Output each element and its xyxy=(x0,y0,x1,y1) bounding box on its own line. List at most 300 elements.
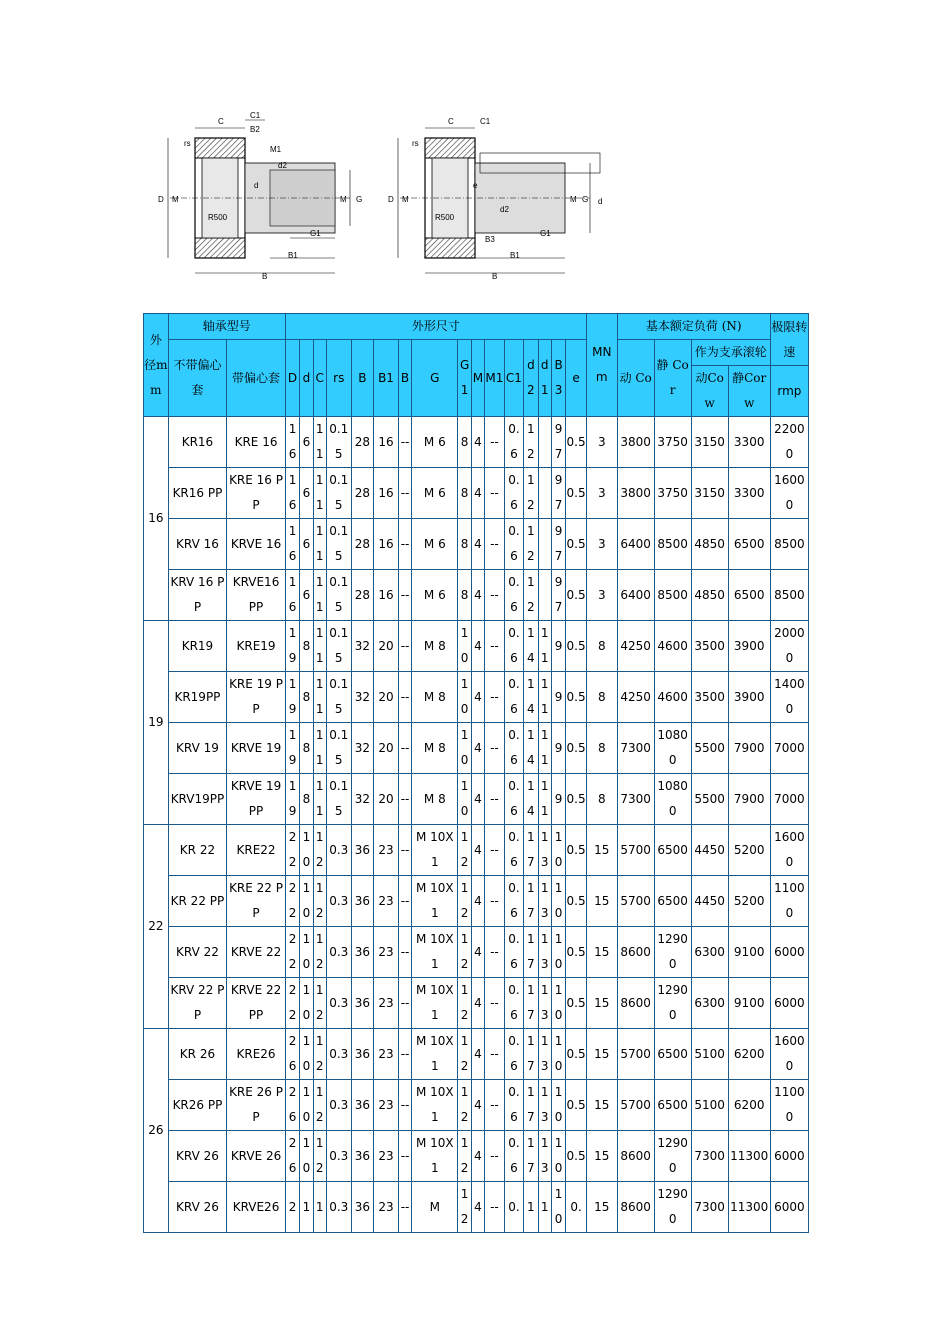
cell-M1: -- xyxy=(485,1029,505,1080)
cell-m1: KRV 26 xyxy=(168,1131,227,1182)
cell-M1: -- xyxy=(485,1131,505,1182)
cell-M: 4 xyxy=(471,723,484,774)
cell-d2: 12 xyxy=(524,417,538,468)
header-col-Bx: B xyxy=(398,340,411,417)
svg-text:C: C xyxy=(218,117,224,126)
cell-M: 4 xyxy=(471,876,484,927)
svg-text:B: B xyxy=(262,272,268,281)
header-rmp: rmp xyxy=(770,366,808,417)
cell-d: 8 xyxy=(300,672,313,723)
cell-C1: 0.6 xyxy=(504,468,524,519)
cell-rs: 0.3 xyxy=(326,978,351,1029)
cell-Corw: 7900 xyxy=(728,723,770,774)
cell-m1: KR16 xyxy=(168,417,227,468)
cell-B1: 23 xyxy=(374,1080,399,1131)
outer-diameter-cell: 19 xyxy=(144,621,169,825)
cell-Bx: -- xyxy=(398,1080,411,1131)
cell-Bx: -- xyxy=(398,1182,411,1233)
cell-Corw: 11300 xyxy=(728,1131,770,1182)
cell-MNm: 15 xyxy=(586,1029,617,1080)
cell-Cor: 6500 xyxy=(654,1080,691,1131)
cell-m1: KRV 26 xyxy=(168,1182,227,1233)
cell-Co: 8600 xyxy=(617,1182,654,1233)
cell-e: 0.5 xyxy=(566,519,587,570)
header-col-B: B xyxy=(351,340,374,417)
header-col-D: D xyxy=(285,340,299,417)
cell-m2: KRE 16 xyxy=(227,417,286,468)
drawing-eccentric xyxy=(388,117,602,281)
cell-d1: 13 xyxy=(538,876,551,927)
cell-D: 16 xyxy=(285,519,299,570)
cell-Bx: -- xyxy=(398,723,411,774)
cell-B1: 20 xyxy=(374,774,399,825)
cell-D: 26 xyxy=(285,1080,299,1131)
cell-d2: 14 xyxy=(524,672,538,723)
cell-Cow: 6300 xyxy=(691,927,728,978)
header-without-eccentric: 不带偏心套 xyxy=(168,340,227,417)
cell-Corw: 3900 xyxy=(728,621,770,672)
cell-C1: 0.6 xyxy=(504,978,524,1029)
cell-rs: 0.15 xyxy=(326,672,351,723)
cell-B: 36 xyxy=(351,927,374,978)
cell-B3: 10 xyxy=(551,1029,565,1080)
table-row xyxy=(144,1080,809,1131)
header-col-B1: B1 xyxy=(374,340,399,417)
cell-C1: 0.6 xyxy=(504,1080,524,1131)
header-col-d2: d2 xyxy=(524,340,538,417)
cell-Bx: -- xyxy=(398,876,411,927)
cell-e: 0.5 xyxy=(566,570,587,621)
cell-Co: 5700 xyxy=(617,1080,654,1131)
cell-G: M 10X1 xyxy=(412,1080,458,1131)
cell-B1: 20 xyxy=(374,723,399,774)
cell-speed: 11000 xyxy=(770,876,808,927)
cell-C1: 0.6 xyxy=(504,621,524,672)
cell-D: 16 xyxy=(285,468,299,519)
cell-m2: KRE26 xyxy=(227,1029,286,1080)
cell-rs: 0.15 xyxy=(326,774,351,825)
cell-Corw: 5200 xyxy=(728,825,770,876)
cell-Bx: -- xyxy=(398,927,411,978)
bearing-spec-table xyxy=(143,313,809,1233)
header-col-B3: B3 xyxy=(551,340,565,417)
cell-M1: -- xyxy=(485,1182,505,1233)
table-row xyxy=(144,417,809,468)
cell-G: M 8 xyxy=(412,621,458,672)
cell-Co: 8600 xyxy=(617,927,654,978)
cell-D: 22 xyxy=(285,876,299,927)
cell-d1 xyxy=(538,519,551,570)
table-row xyxy=(144,468,809,519)
cell-MNm: 3 xyxy=(586,570,617,621)
cell-speed: 7000 xyxy=(770,774,808,825)
header-col-G1: G1 xyxy=(458,340,471,417)
cell-Bx: -- xyxy=(398,825,411,876)
drawing-standard xyxy=(158,111,362,281)
cell-B: 28 xyxy=(351,519,374,570)
cell-M1: -- xyxy=(485,927,505,978)
cell-D: 19 xyxy=(285,723,299,774)
cell-B: 28 xyxy=(351,417,374,468)
cell-d1: 13 xyxy=(538,1029,551,1080)
cell-C1: 0.6 xyxy=(504,417,524,468)
cell-B1: 23 xyxy=(374,876,399,927)
cell-m2: KRE 16 PP xyxy=(227,468,286,519)
cell-B3: 97 xyxy=(551,468,565,519)
cell-d2: 12 xyxy=(524,570,538,621)
table-header xyxy=(144,314,809,417)
cell-B: 32 xyxy=(351,672,374,723)
svg-text:C1: C1 xyxy=(250,111,261,120)
cell-MNm: 3 xyxy=(586,468,617,519)
cell-B3: 97 xyxy=(551,417,565,468)
svg-text:G: G xyxy=(356,195,363,204)
cell-C1: 0. xyxy=(504,1182,524,1233)
cell-B3: 9 xyxy=(551,723,565,774)
cell-rs: 0.15 xyxy=(326,723,351,774)
cell-Cor: 6500 xyxy=(654,825,691,876)
cell-G1: 12 xyxy=(458,825,471,876)
svg-text:M: M xyxy=(340,195,347,204)
cell-d: 10 xyxy=(300,1029,313,1080)
cell-B1: 16 xyxy=(374,468,399,519)
cell-rs: 0.3 xyxy=(326,1131,351,1182)
cell-rs: 0.3 xyxy=(326,876,351,927)
cell-speed: 7000 xyxy=(770,723,808,774)
cell-M1: -- xyxy=(485,570,505,621)
cell-B3: 97 xyxy=(551,519,565,570)
svg-text:D: D xyxy=(158,195,164,204)
cell-G1: 8 xyxy=(458,519,471,570)
cell-G: M 10X1 xyxy=(412,825,458,876)
svg-text:C: C xyxy=(448,117,454,126)
cell-M: 4 xyxy=(471,927,484,978)
cell-Cor: 6500 xyxy=(654,876,691,927)
cell-m1: KR 22 xyxy=(168,825,227,876)
cell-M1: -- xyxy=(485,825,505,876)
cell-G: M xyxy=(412,1182,458,1233)
cell-Cor: 8500 xyxy=(654,570,691,621)
cell-D: 19 xyxy=(285,621,299,672)
table-row xyxy=(144,1029,809,1080)
svg-text:d2: d2 xyxy=(278,161,287,170)
cell-e: 0. xyxy=(566,1182,587,1233)
cell-d: 10 xyxy=(300,927,313,978)
cell-e: 0.5 xyxy=(566,1080,587,1131)
cell-C: 12 xyxy=(313,825,326,876)
cell-Cow: 3150 xyxy=(691,417,728,468)
cell-B3: 9 xyxy=(551,774,565,825)
cell-G1: 12 xyxy=(458,1029,471,1080)
cell-B1: 20 xyxy=(374,672,399,723)
cell-M: 4 xyxy=(471,1131,484,1182)
cell-d1 xyxy=(538,468,551,519)
cell-C1: 0.6 xyxy=(504,1029,524,1080)
cell-m2: KRE 26 PP xyxy=(227,1080,286,1131)
table-row xyxy=(144,876,809,927)
header-col-C: C xyxy=(313,340,326,417)
cell-Cow: 7300 xyxy=(691,1182,728,1233)
cell-d1: 13 xyxy=(538,1080,551,1131)
cell-G1: 10 xyxy=(458,774,471,825)
cell-C1: 0.6 xyxy=(504,876,524,927)
cell-d1 xyxy=(538,417,551,468)
cell-m2: KRE 19 PP xyxy=(227,672,286,723)
cell-G1: 10 xyxy=(458,723,471,774)
cell-C1: 0.6 xyxy=(504,723,524,774)
cell-G1: 12 xyxy=(458,978,471,1029)
cell-speed: 20000 xyxy=(770,621,808,672)
cell-B1: 23 xyxy=(374,927,399,978)
svg-text:C1: C1 xyxy=(480,117,491,126)
cell-B3: 10 xyxy=(551,1080,565,1131)
cell-rs: 0.15 xyxy=(326,468,351,519)
cell-d: 8 xyxy=(300,621,313,672)
cell-M1: -- xyxy=(485,774,505,825)
cell-speed: 8500 xyxy=(770,570,808,621)
cell-Cor: 12900 xyxy=(654,978,691,1029)
cell-Bx: -- xyxy=(398,570,411,621)
cell-C: 11 xyxy=(313,723,326,774)
cell-M1: -- xyxy=(485,417,505,468)
cell-Co: 7300 xyxy=(617,774,654,825)
svg-text:B3: B3 xyxy=(485,235,495,244)
cell-G: M 6 xyxy=(412,417,458,468)
cell-m1: KRV 16 PP xyxy=(168,570,227,621)
header-mnm: MNm xyxy=(586,314,617,417)
svg-text:R500: R500 xyxy=(208,213,228,222)
cell-B1: 16 xyxy=(374,519,399,570)
cell-MNm: 8 xyxy=(586,672,617,723)
cell-speed: 14000 xyxy=(770,672,808,723)
cell-M1: -- xyxy=(485,672,505,723)
cell-d2: 17 xyxy=(524,1029,538,1080)
cell-Bx: -- xyxy=(398,978,411,1029)
cell-C: 11 xyxy=(313,519,326,570)
cell-MNm: 8 xyxy=(586,723,617,774)
cell-M1: -- xyxy=(485,978,505,1029)
cell-MNm: 3 xyxy=(586,417,617,468)
cell-C: 12 xyxy=(313,1080,326,1131)
header-col-d1: d1 xyxy=(538,340,551,417)
cell-G: M 10X1 xyxy=(412,876,458,927)
cell-Cow: 5500 xyxy=(691,774,728,825)
cell-speed: 22000 xyxy=(770,417,808,468)
svg-text:G: G xyxy=(582,195,589,204)
cell-B3: 10 xyxy=(551,978,565,1029)
cell-d: 6 xyxy=(300,417,313,468)
cell-d2: 17 xyxy=(524,978,538,1029)
svg-text:G1: G1 xyxy=(540,229,551,238)
cell-Cor: 8500 xyxy=(654,519,691,570)
cell-Co: 3800 xyxy=(617,468,654,519)
cell-m1: KRV 19 xyxy=(168,723,227,774)
cell-m1: KR16 PP xyxy=(168,468,227,519)
header-bearing-model: 轴承型号 xyxy=(168,314,285,340)
cell-Co: 3800 xyxy=(617,417,654,468)
header-as-roller: 作为支承滚轮 xyxy=(691,340,770,366)
header-col-G: G xyxy=(412,340,458,417)
cell-m1: KR19PP xyxy=(168,672,227,723)
cell-Cor: 4600 xyxy=(654,621,691,672)
cell-B3: 10 xyxy=(551,927,565,978)
cell-M: 4 xyxy=(471,570,484,621)
svg-text:M1: M1 xyxy=(270,145,282,154)
cell-d2: 17 xyxy=(524,1080,538,1131)
cell-C: 11 xyxy=(313,774,326,825)
cell-M: 4 xyxy=(471,978,484,1029)
cell-C1: 0.6 xyxy=(504,519,524,570)
cell-Cow: 3150 xyxy=(691,468,728,519)
cell-Corw: 3300 xyxy=(728,417,770,468)
cell-MNm: 15 xyxy=(586,1182,617,1233)
cell-Co: 5700 xyxy=(617,876,654,927)
cell-speed: 6000 xyxy=(770,1131,808,1182)
svg-text:rs: rs xyxy=(184,139,191,148)
cell-B: 36 xyxy=(351,825,374,876)
cell-Co: 4250 xyxy=(617,672,654,723)
cell-rs: 0.3 xyxy=(326,1182,351,1233)
table-body xyxy=(144,417,809,1233)
cell-e: 0.5 xyxy=(566,621,587,672)
cell-m2: KRVE16 PP xyxy=(227,570,286,621)
cell-Cow: 5500 xyxy=(691,723,728,774)
cell-rs: 0.3 xyxy=(326,825,351,876)
cell-D: 26 xyxy=(285,1029,299,1080)
cell-MNm: 15 xyxy=(586,876,617,927)
svg-text:D: D xyxy=(388,195,394,204)
cell-Corw: 6500 xyxy=(728,519,770,570)
svg-text:e: e xyxy=(473,181,478,190)
cell-B: 28 xyxy=(351,468,374,519)
cell-d: 1 xyxy=(300,1182,313,1233)
cell-B: 36 xyxy=(351,1182,374,1233)
bearing-drawings xyxy=(150,108,620,288)
cell-Cor: 12900 xyxy=(654,927,691,978)
cell-Corw: 3300 xyxy=(728,468,770,519)
cell-m1: KR 22 PP xyxy=(168,876,227,927)
svg-text:rs: rs xyxy=(412,139,419,148)
cell-B: 36 xyxy=(351,876,374,927)
cell-Corw: 6500 xyxy=(728,570,770,621)
cell-d: 10 xyxy=(300,876,313,927)
table-row xyxy=(144,825,809,876)
cell-Co: 5700 xyxy=(617,825,654,876)
cell-d: 6 xyxy=(300,519,313,570)
cell-M1: -- xyxy=(485,621,505,672)
cell-e: 0.5 xyxy=(566,825,587,876)
table-row xyxy=(144,927,809,978)
cell-Cow: 4850 xyxy=(691,570,728,621)
cell-D: 22 xyxy=(285,927,299,978)
svg-text:B: B xyxy=(492,272,498,281)
svg-text:d: d xyxy=(254,181,259,190)
cell-d: 6 xyxy=(300,468,313,519)
cell-m1: KRV 16 xyxy=(168,519,227,570)
cell-e: 0.5 xyxy=(566,774,587,825)
cell-M: 4 xyxy=(471,1080,484,1131)
cell-Cor: 10800 xyxy=(654,774,691,825)
cell-m2: KRVE 19 xyxy=(227,723,286,774)
svg-text:M: M xyxy=(172,195,179,204)
cell-C1: 0.6 xyxy=(504,825,524,876)
cell-B1: 23 xyxy=(374,1029,399,1080)
cell-Cow: 3500 xyxy=(691,621,728,672)
header-corw: 静Corw xyxy=(728,366,770,417)
cell-B3: 9 xyxy=(551,621,565,672)
cell-B3: 10 xyxy=(551,825,565,876)
cell-m2: KRVE 22 PP xyxy=(227,978,286,1029)
cell-MNm: 8 xyxy=(586,774,617,825)
cell-B3: 10 xyxy=(551,876,565,927)
cell-B: 32 xyxy=(351,774,374,825)
cell-Cor: 6500 xyxy=(654,1029,691,1080)
cell-e: 0.5 xyxy=(566,876,587,927)
cell-G1: 12 xyxy=(458,1080,471,1131)
cell-B1: 23 xyxy=(374,1182,399,1233)
cell-B3: 10 xyxy=(551,1182,565,1233)
header-with-eccentric: 带偏心套 xyxy=(227,340,286,417)
cell-C: 12 xyxy=(313,876,326,927)
svg-text:R500: R500 xyxy=(435,213,455,222)
cell-C: 11 xyxy=(313,417,326,468)
cell-d: 10 xyxy=(300,1080,313,1131)
cell-M: 4 xyxy=(471,519,484,570)
cell-G: M 6 xyxy=(412,468,458,519)
cell-rs: 0.15 xyxy=(326,621,351,672)
cell-Corw: 6200 xyxy=(728,1029,770,1080)
cell-Corw: 3900 xyxy=(728,672,770,723)
svg-text:M: M xyxy=(402,195,409,204)
cell-Cow: 5100 xyxy=(691,1029,728,1080)
cell-B1: 20 xyxy=(374,621,399,672)
cell-d: 10 xyxy=(300,825,313,876)
cell-m2: KRVE 26 xyxy=(227,1131,286,1182)
header-rated-load: 基本额定负荷 (N) xyxy=(617,314,770,340)
cell-D: 22 xyxy=(285,978,299,1029)
cell-Bx: -- xyxy=(398,519,411,570)
cell-D: 19 xyxy=(285,672,299,723)
cell-M1: -- xyxy=(485,1080,505,1131)
cell-d1 xyxy=(538,570,551,621)
svg-text:M: M xyxy=(570,195,577,204)
cell-d1: 13 xyxy=(538,1131,551,1182)
cell-G1: 10 xyxy=(458,672,471,723)
outer-diameter-cell: 22 xyxy=(144,825,169,1029)
cell-B3: 10 xyxy=(551,1131,565,1182)
cell-MNm: 15 xyxy=(586,1080,617,1131)
header-col-rs: rs xyxy=(326,340,351,417)
cell-m1: KRV 22 xyxy=(168,927,227,978)
cell-Co: 4250 xyxy=(617,621,654,672)
header-cor: 静 Cor xyxy=(654,340,691,417)
table-row xyxy=(144,672,809,723)
cell-M: 4 xyxy=(471,417,484,468)
table-row xyxy=(144,774,809,825)
cell-speed: 16000 xyxy=(770,468,808,519)
cell-C: 11 xyxy=(313,468,326,519)
cell-B: 28 xyxy=(351,570,374,621)
cell-Corw: 11300 xyxy=(728,1182,770,1233)
cell-G1: 12 xyxy=(458,1182,471,1233)
cell-C1: 0.6 xyxy=(504,1131,524,1182)
cell-speed: 16000 xyxy=(770,1029,808,1080)
cell-B: 32 xyxy=(351,621,374,672)
cell-Corw: 9100 xyxy=(728,978,770,1029)
cell-B: 36 xyxy=(351,1131,374,1182)
cell-d2: 12 xyxy=(524,468,538,519)
cell-d1: 13 xyxy=(538,825,551,876)
